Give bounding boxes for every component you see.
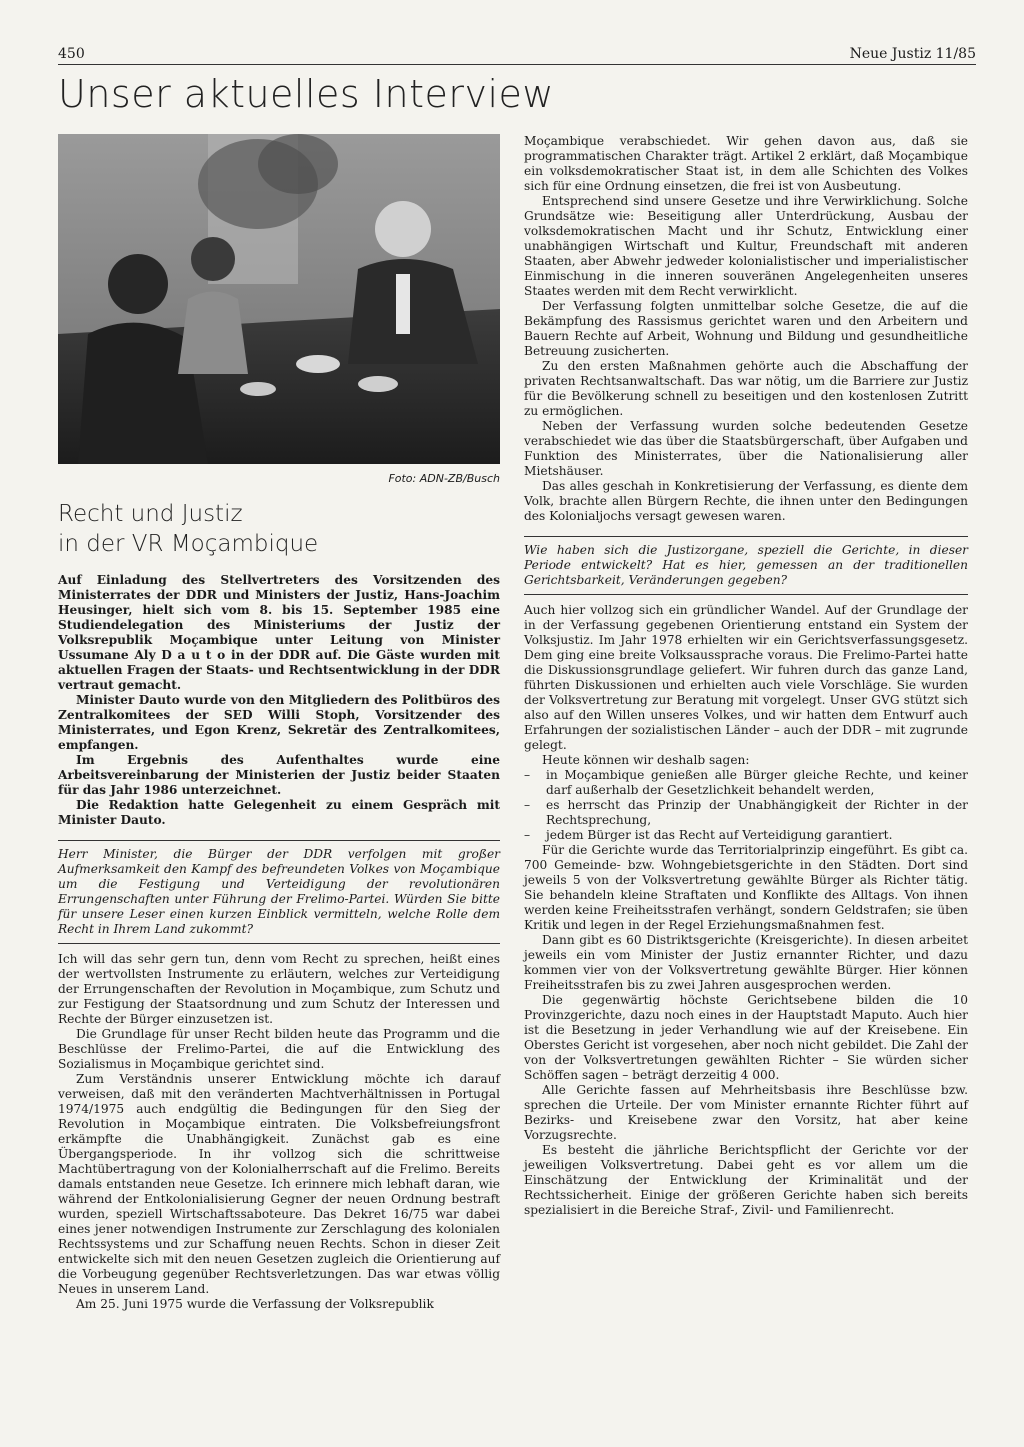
interview-answer: [58, 952, 500, 1312]
photo-illustration: [58, 134, 500, 464]
header-rule: [58, 64, 976, 65]
answer-paragraph: Alle Gerichte fassen auf Mehrheitsbasis ihre Beschlüsse bzw. sprechen die Urteile. Der vom Minister ernannte Richter führt auf Bezirks- und Kreisebene zwar den Vorsitz, hat aber keine Vorzugsrechte.: [524, 1083, 968, 1142]
answer-paragraph: Das alles geschah in Konkretisierung der Verfassung, es diente dem Volk, brachte allen Bürgern Rechte, die ihnen unter den Bedingungen des Kolonialjochs versagt gewesen waren.: [524, 479, 968, 523]
interview-question: Wie haben sich die Justizorgane, speziell die Gerichte, in dieser Periode entwickelt? Hat es hier, gemessen an der traditionellen Gerichtsbarkeit, Veränderungen gegeben?: [524, 543, 968, 587]
interview-question: Herr Minister, die Bürger der DDR verfolgen mit großer Aufmerksamkeit den Kampf des befreundeten Volkes von Moçambique um die Festigung und Verteidigung der revolutionären Errungenschaften unter Führung der Frelimo-Partei. Würden Sie bitte für unsere Leser einen kurzen Einblick vermitteln, welche Rolle dem Recht in Ihrem Land zukommt?: [58, 847, 500, 936]
answer-paragraph: Heute können wir deshalb sagen:: [542, 753, 750, 767]
question-rule: [524, 536, 968, 537]
right-column: [524, 134, 968, 1218]
rights-list: [524, 768, 968, 843]
intro-paragraph: Auf Einladung des Stellvertreters des Vorsitzenden des Ministerrates der DDR und Ministers der Justiz, Hans-Joachim Heusinger, hielt sich vom 8. bis 15. September 1985 eine Studiendelegation des Ministeriums der Justiz der Volksrepublik Moçambique unter Leitung von Minister Ussumane Aly D a u t o in der DDR auf. Die Gäste wurden mit aktuellen Fragen der Staats- und Rechtsentwicklung in der DDR vertraut gemacht.: [58, 573, 500, 692]
answer-paragraph: Dann gibt es 60 Distriktsgerichte (Kreisgerichte). In diesen arbeitet jeweils ein vom Minister der Justiz ernannter Richter, und dazu kommen vier von der Volksvertretung gewählte Bürger. Hier können Freiheitsstrafen bis zu zwei Jahren ausgesprochen werden.: [524, 933, 968, 992]
answer-paragraph: Die Grundlage für unser Recht bilden heute das Programm und die Beschlüsse der Frelimo-Partei, die auf die Entwicklung des Sozialismus in Moçambique gerichtet sind.: [58, 1027, 500, 1071]
answer-paragraph: Auch hier vollzog sich ein gründlicher Wandel. Auf der Grundlage der in der Verfassung gegebenen Orientierung entstand ein System der Volksjustiz. Im Jahr 1978 erhielten wir ein Gerichtsverfassungsgesetz. Dem ging eine breite Volksaussprache voraus. Die Frelimo-Partei hatte die Diskussionsgrundlage geliefert. Wir fuhren durch das ganze Land, führten Diskussionen und erhielten auch viele Vorschläge. Sie wurden der Volksvertretung zur Beratung mit vorgelegt. Unser GVG stützt sich also auf den Willen unseres Volkes, und wir hatten dem Entwurf auch Erfahrungen der sozialistischen Länder – auch der DDR – mit zugrunde gelegt.: [524, 603, 968, 752]
intro-paragraph: Die Redaktion hatte Gelegenheit zu einem Gespräch mit Minister Dauto.: [58, 798, 500, 827]
answer-paragraph: Neben der Verfassung wurden solche bedeutenden Gesetze verabschiedet wie das über die Staatsbürgerschaft, über Aufgaben und Funktion des Ministerrates, über die Nationalisierung aller Mietshäuser.: [524, 419, 968, 478]
page-number: 450: [58, 46, 85, 62]
answer-paragraph: Am 25. Juni 1975 wurde die Verfassung der Volksrepublik: [76, 1297, 434, 1311]
answer-paragraph: Die gegenwärtig höchste Gerichtsebene bilden die 10 Provinzgerichte, dazu noch eines in der Hauptstadt Maputo. Auch hier ist die Besetzung in jeder Verhandlung wie auf der Kreisebene. Ein Oberstes Gericht ist vorgesehen, aber noch nicht gebildet. Die Zahl der von der Volksvertretungen gewählten Richter – Sie würden sicher Schöffen sagen – beträgt derzeitig 4 000.: [524, 993, 968, 1082]
interview-answer-2: [524, 603, 968, 1218]
answer-paragraph: Es besteht die jährliche Berichtspflicht der Gerichte vor der jeweiligen Volksvertretung. Dabei geht es vor allem um die Einschätzung der Entwicklung der Kriminalität und der Rechtssicherheit. Einige der größeren Gerichte haben sich bereits spezialisiert in die Bereiche Straf-, Zivil- und Familienrecht.: [524, 1143, 968, 1217]
intro-paragraph: Minister Dauto wurde von den Mitgliedern des Politbüros des Zentralkomitees der SED Willi Stoph, Vorsitzender des Ministerrates, und Egon Krenz, Sekretär des Zentralkomitees, empfangen.: [58, 693, 500, 752]
question-rule: [524, 594, 968, 595]
list-item: – in Moçambique genießen alle Bürger gleiche Rechte, und keiner darf außerhalb der Gesetzlichkeit behandelt werden,: [524, 768, 968, 798]
answer-paragraph: Moçambique verabschiedet. Wir gehen davon aus, daß sie programmatischen Charakter trägt. Artikel 2 erklärt, daß Moçambique ein volksdemokratischer Staat ist, in dem alle Schichten des Volkes sich für eine Ordnung einsetzen, die frei ist von Ausbeutung.: [524, 134, 968, 193]
article-title: [58, 499, 500, 559]
interview-photo: [58, 134, 500, 464]
journal-reference: Neue Justiz 11/85: [849, 46, 976, 62]
answer-paragraph: Der Verfassung folgten unmittelbar solche Gesetze, die auf die Bekämpfung des Rassismus gerichtet waren und den Arbeitern und Bauern Rechte auf Arbeit, Wohnung und Bildung und gesundheitliche Betreuung zusicherten.: [524, 299, 968, 358]
article-title-line-2: in der VR Moçambique: [58, 531, 319, 557]
question-rule: [58, 943, 500, 944]
section-title: Unser aktuelles Interview: [58, 72, 554, 116]
answer-paragraph: Entsprechend sind unsere Gesetze und ihre Verwirklichung. Solche Grundsätze wie: Beseitigung aller Unterdrückung, Ausbau der volksdemokratischen Macht und ihr Schutz, Entwicklung einer unabhängigen Wirtschaft und Kultur, Freundschaft mit anderen Staaten, aber Abwehr jedweder kolonialistischer und imperialistischer Einmischung in die inneren souveränen Angelegenheiten unseres Staates werden mit dem Recht verwirklicht.: [524, 194, 968, 298]
list-item: – es herrscht das Prinzip der Unabhängigkeit der Richter in der Rechtsprechung,: [524, 798, 968, 828]
intro-paragraph: Im Ergebnis des Aufenthaltes wurde eine Arbeitsvereinbarung der Ministerien der Justiz beider Staaten für das Jahr 1986 unterzeichnet.: [58, 753, 500, 797]
photo-credit: Foto: ADN-ZB/Busch: [388, 472, 500, 485]
list-item: – jedem Bürger ist das Recht auf Verteidigung garantiert.: [524, 828, 968, 843]
answer-paragraph: Für die Gerichte wurde das Territorialprinzip eingeführt. Es gibt ca. 700 Gemeinde- bzw. Wohngebietsgerichte in den Städten. Dort sind jeweils 5 von der Volksvertretung gewählte Bürger als Richter tätig. Sie behandeln kleine Straftaten und Konflikte des Alltags. Von ihnen werden keine Freiheitsstrafen verhängt, sondern Geldstrafen; sie üben Kritik und legen in der Regel Erziehungsmaßnahmen fest.: [524, 843, 968, 932]
answer-paragraph: Ich will das sehr gern tun, denn vom Recht zu sprechen, heißt eines der wertvollsten Instrumente zu erläutern, welches zur Verteidigung der Errungenschaften der Revolution in Moçambique, zum Schutz und zur Festigung der Staatsordnung und zum Schutz der Interessen und Rechte der Bürger einzusetzen ist.: [58, 952, 500, 1026]
question-rule: [58, 840, 500, 841]
article-intro: [58, 573, 500, 828]
answer-paragraph: Zum Verständnis unserer Entwicklung möchte ich darauf verweisen, daß mit den veränderten Machtverhältnissen in Portugal 1974/1975 auch endgültig die Bedingungen für den Sieg der Revolution in Moçambique eintraten. Die Volksbefreiungsfront erkämpfte die Unabhängigkeit. Zunächst gab es eine Übergangsperiode. In ihr vollzog sich die schrittweise Machtübertragung von der Kolonialherrschaft auf die Frelimo. Bereits damals entstanden neue Gesetze. Ich erinnere mich lebhaft daran, wie während der Entkolonialisierung Gegner der neuen Ordnung bestraft wurden, speziell Wirtschaftssaboteure. Das Dekret 16/75 war dabei eines jener notwendigen Instrumente zur Zerschlagung des kolonialen Rechtssystems und zur Schaffung neuen Rechts. Schon in dieser Zeit entwickelte sich mit den neuen Gesetzen zugleich die Orientierung auf die Vorbeugung gegenüber Rechtsverletzungen. Das war etwas völlig Neues in unserem Land.: [58, 1072, 500, 1296]
interview-answer-continued: [524, 134, 968, 524]
article-title-line-1: Recht und Justiz: [58, 501, 243, 527]
left-column: [58, 134, 500, 1312]
answer-paragraph: Zu den ersten Maßnahmen gehörte auch die Abschaffung der privaten Rechtsanwaltschaft. Das war nötig, um die Barriere zur Justiz für die Bevölkerung schnell zu beseitigen und den kostenlosen Zutritt zu ermöglichen.: [524, 359, 968, 418]
